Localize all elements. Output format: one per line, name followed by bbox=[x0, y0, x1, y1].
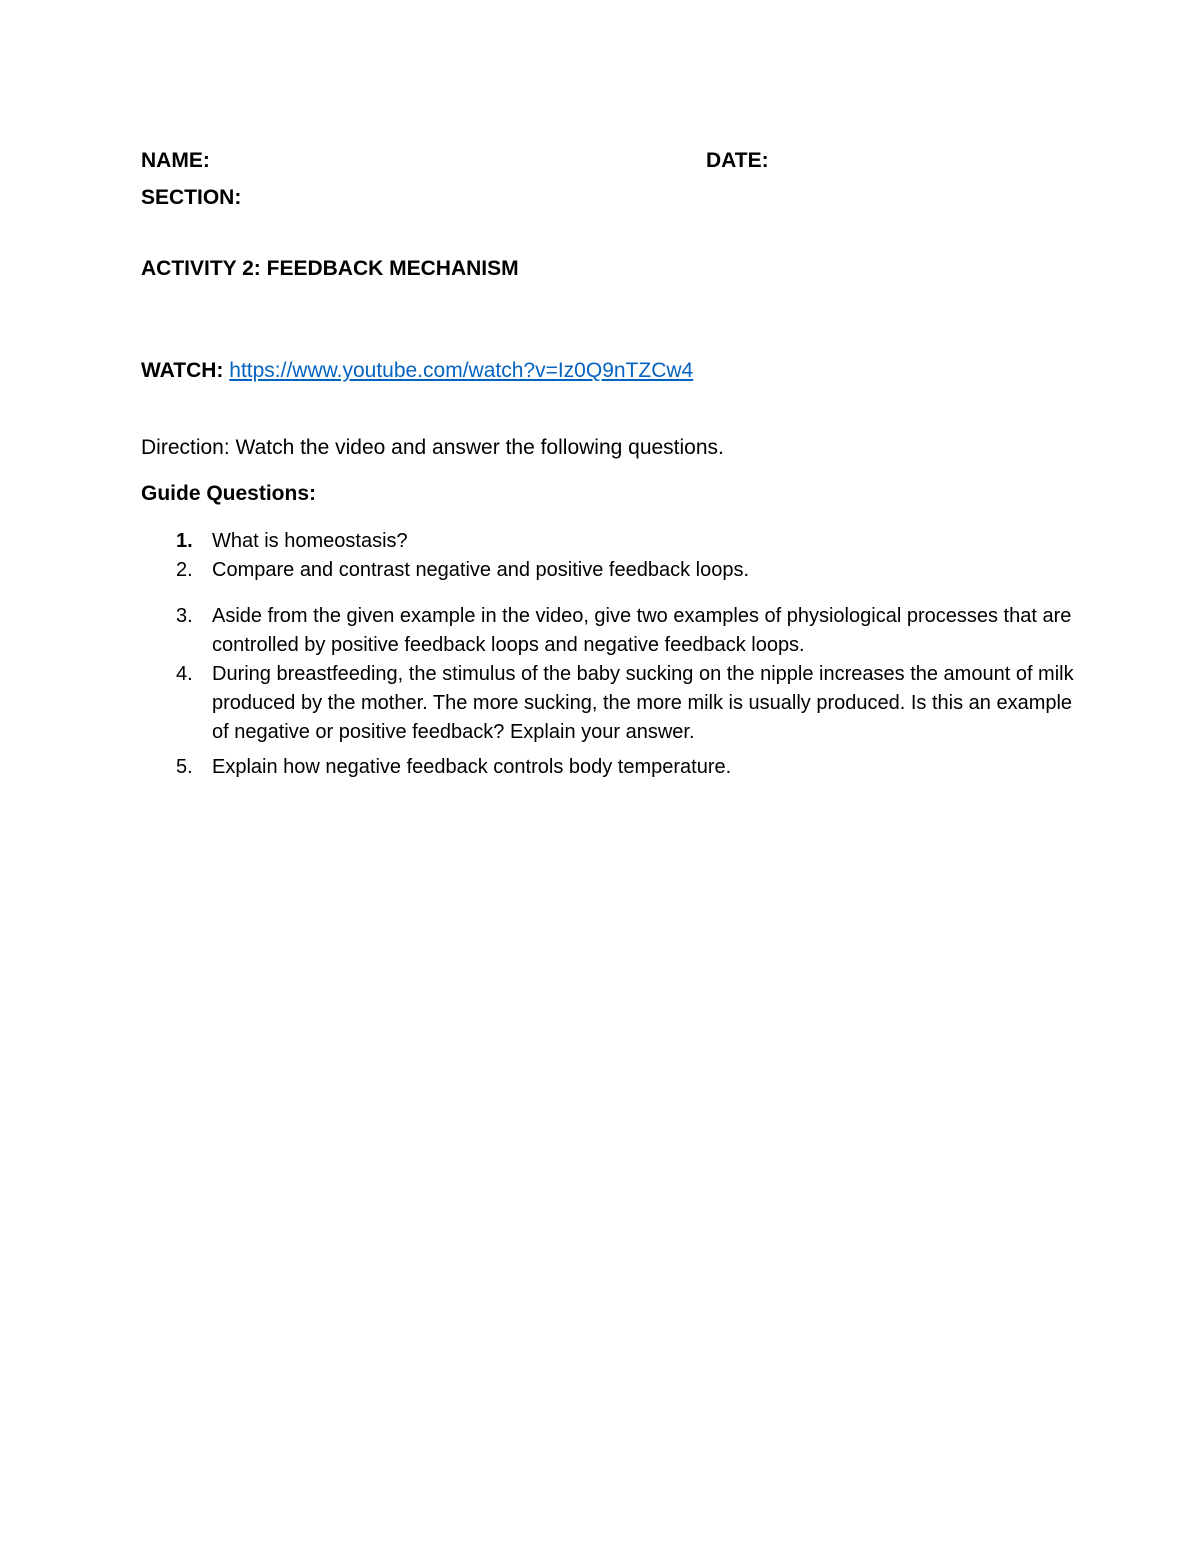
watch-label: WATCH: bbox=[141, 359, 224, 382]
name-label: NAME: bbox=[141, 149, 210, 172]
question-text: Aside from the given example in the video, give two examples of physiological processes that are controlled by positive feedback loops and negative feedback loops. bbox=[212, 605, 1072, 656]
video-link[interactable]: https://www.youtube.com/watch?v=Iz0Q9nTZCw4 bbox=[229, 359, 694, 382]
question-number: 4. bbox=[176, 663, 193, 685]
question-number: 2. bbox=[176, 559, 193, 581]
question-text: During breastfeeding, the stimulus of the baby sucking on the nipple increases the amount of milk produced by the mother. The more sucking, the more milk is usually produced. Is this an example of negative or positive feedback? Explain your answer. bbox=[212, 663, 1074, 743]
guide-questions-heading: Guide Questions: bbox=[141, 482, 317, 505]
question-number: 3. bbox=[176, 605, 193, 627]
question-text: Explain how negative feedback controls body temperature. bbox=[212, 756, 732, 778]
direction-text: Direction: Watch the video and answer the following questions. bbox=[141, 436, 724, 459]
question-text: Compare and contrast negative and positive feedback loops. bbox=[212, 559, 750, 581]
question-text: What is homeostasis? bbox=[212, 530, 408, 552]
section-label: SECTION: bbox=[141, 186, 242, 209]
activity-title: ACTIVITY 2: FEEDBACK MECHANISM bbox=[141, 257, 519, 280]
question-number: 5. bbox=[176, 756, 193, 778]
question-number: 1. bbox=[176, 530, 193, 552]
date-label: DATE: bbox=[706, 149, 769, 172]
watch-line bbox=[141, 358, 693, 384]
